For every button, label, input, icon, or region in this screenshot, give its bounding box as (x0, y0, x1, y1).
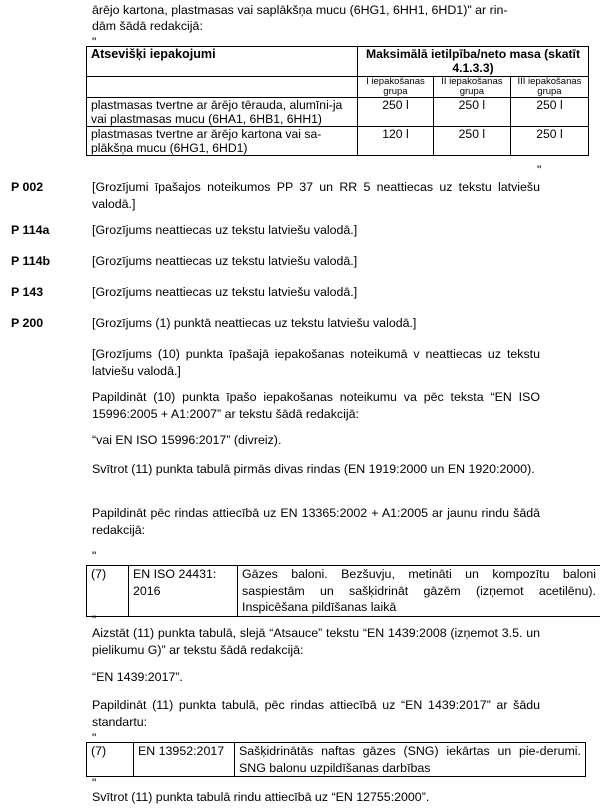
cell-value: 250 l (433, 127, 510, 156)
quote-mark: " (92, 731, 97, 745)
cell-value: 120 l (358, 127, 434, 156)
quote-mark: " (92, 35, 97, 49)
group-header: II iepakošanas grupa (433, 77, 510, 98)
entry-text-p143: [Grozījums neattiecas uz tekstu latviešu valodā.] (92, 285, 358, 299)
col-header-capacity: Maksimālā ietilpība/neto masa (skatīt 4.1.3.3) (358, 47, 589, 77)
packaging-table (86, 46, 589, 156)
table-cell: (7) (87, 743, 134, 777)
group-header: I iepakošanas grupa (358, 77, 434, 98)
intro-line-2: dām šādā redakcijā: (92, 19, 203, 33)
cell-value: 250 l (358, 98, 434, 127)
cell-value: 250 l (510, 98, 588, 127)
col-header-packagings: Atsevišķi iepakojumi (87, 47, 358, 77)
entry-code-p114b: P 114b (11, 254, 51, 268)
entry-code-p143: P 143 (11, 285, 44, 299)
standard-table-row (86, 565, 600, 617)
quote-mark: " (92, 776, 97, 790)
cell-value: 250 l (433, 98, 510, 127)
table-cell: EN 13952:2017 (134, 743, 235, 777)
paragraph: [Grozījums (10) punkta īpašajā iepakošanas noteikumā v neattiecas uz tekstu latviešu valodā.] (92, 347, 540, 378)
quote-mark: " (92, 613, 97, 627)
entry-code-p114a: P 114a (11, 223, 50, 237)
row-label: plastmasas tvertne ar ārējo tērauda, alumīni-ja vai plastmasas mucu (6HA1, 6HB1, 6HH1) (87, 98, 358, 127)
paragraph: Papildināt (10) punkta īpašo iepakošanas noteikumu va pēc teksta “EN ISO 15996:2005 + A1:2007” ar tekstu šādā redakcijā: (92, 390, 540, 421)
entry-text-p114a: [Grozījums neattiecas uz tekstu latviešu valodā.] (92, 223, 358, 237)
quote-mark: " (537, 163, 542, 177)
table-cell: (7) (87, 566, 129, 617)
table-cell: Sašķidrinātās naftas gāzes (SNG) iekārtas un pie-derumi. SNG balonu uzpildīšanas darbības (235, 743, 586, 777)
paragraph: “vai EN ISO 15996:2017” (divreiz). (92, 433, 282, 447)
table-cell: Gāzes baloni. Bezšuvju, metināti un kompozītu baloni saspiestām un sašķidrināt gāzēm (izņemot acetilēnu). Inspicēšana pildīšanas laikā (238, 566, 600, 617)
entry-text-p200: [Grozījums (1) punktā neattiecas uz tekstu latviešu valodā.] (92, 316, 417, 330)
entry-code-p002: P 002 (11, 180, 44, 194)
standard-table-row (86, 742, 586, 777)
paragraph: Papildināt pēc rindas attiecībā uz EN 13365:2002 + A1:2005 ar jaunu rindu šādā redakcijā: (92, 506, 540, 537)
table-row (87, 127, 589, 156)
paragraph: Svītrot (11) punkta tabulā pirmās divas rindas (EN 1919:2000 un EN 1920:2000). (92, 462, 535, 476)
table-row (87, 98, 589, 127)
cell-value: 250 l (510, 127, 588, 156)
paragraph: Aizstāt (11) punkta tabulā, slejā “Atsauce” tekstu “EN 1439:2008 (izņemot 3.5. un pielikumu G)” ar tekstu šādā redakcijā: (92, 626, 540, 657)
entry-text-p002: [Grozījumi īpašajos noteikumos PP 37 un RR 5 neattiecas uz tekstu latviešu valodā.] (92, 180, 540, 211)
table-cell: EN ISO 24431: 2016 (129, 566, 238, 617)
paragraph: Papildināt (11) punkta tabulā, pēc rindas attiecībā uz “EN 1439:2017” ar šādu standartu: (92, 698, 540, 729)
group-header: III iepakošanas grupa (510, 77, 588, 98)
final-paragraph: Svītrot (11) punkta tabulā rindu attiecībā uz “EN 12755:2000”. (92, 790, 430, 804)
row-label: plastmasas tvertne ar ārējo kartona vai sa-plākšņa mucu (6HG1, 6HD1) (87, 127, 358, 156)
entry-text-p114b: [Grozījums neattiecas uz tekstu latviešu valodā.] (92, 254, 358, 268)
entry-code-p200: P 200 (11, 316, 44, 330)
quote-mark: " (92, 549, 97, 563)
intro-line-1: ārējo kartona, plastmasas vai saplākšņa mucu (6HG1, 6HH1, 6HD1)" ar rin- (92, 3, 508, 17)
paragraph: “EN 1439:2017”. (92, 670, 183, 684)
